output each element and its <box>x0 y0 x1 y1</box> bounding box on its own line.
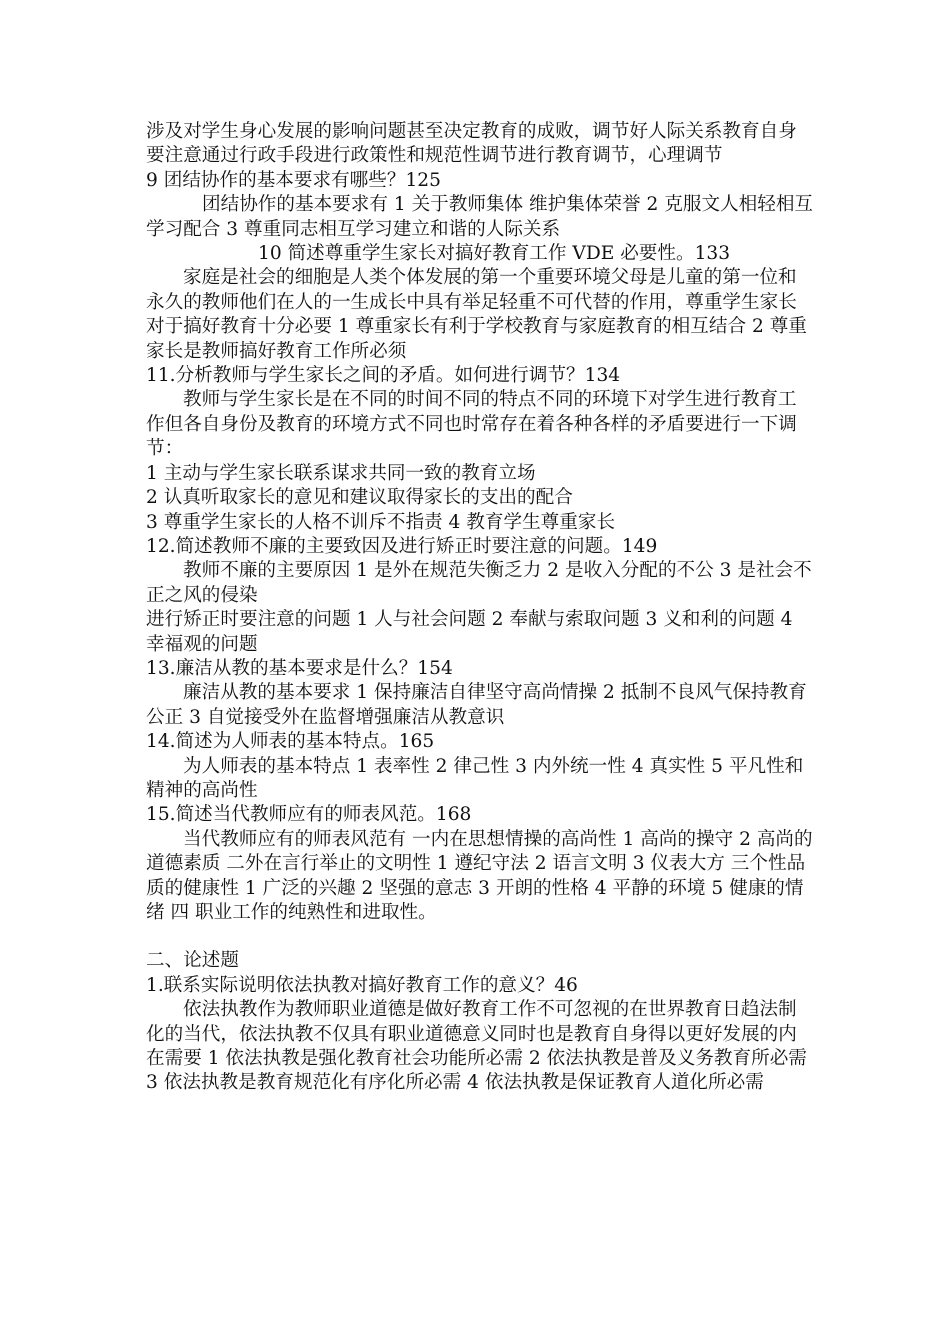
list-item: 2 认真听取家长的意见和建议取得家长的支出的配合 <box>146 487 573 509</box>
question-heading: 14.简述为人师表的基本特点。165 <box>146 731 435 753</box>
paragraph: 教师与学生家长是在不同的时间不同的特点不同的环境下对学生进行教育工作但各自身份及教育的环境方式不同也时常存在着各种各样的矛盾要进行一下调节： <box>146 389 797 460</box>
list-item: 1 主动与学生家长联系谋求共同一致的教育立场 <box>146 462 536 484</box>
section-spacer <box>146 925 814 949</box>
paragraph: 教师不廉的主要原因 1 是外在规范失衡乏力 2 是收入分配的不公 3 是社会不正之风的侵染 <box>146 560 812 606</box>
question-heading: 11.分析教师与学生家长之间的矛盾。如何进行调节？134 <box>146 365 621 387</box>
section-heading: 二、论述题 <box>146 950 239 972</box>
paragraph: 廉洁从教的基本要求 1 保持廉洁自律坚守高尚情操 2 抵制不良风气保持教育公正 3 自觉接受外在监督增强廉洁从教意识 <box>146 682 807 728</box>
question-heading: 15.简述当代教师应有的师表风范。168 <box>146 804 472 826</box>
paragraph: 进行矫正时要注意的问题 1 人与社会问题 2 奉献与索取问题 3 义和利的问题 4 幸福观的问题 <box>146 609 793 655</box>
paragraph: 当代教师应有的师表风范有 一内在思想情操的高尚性 1 高尚的操守 2 高尚的道德素质 二外在言行举止的文明性 1 遵纪守法 2 语言文明 3 仪表大方 三个性品质的健康性 1 广泛的兴趣 2 坚强的意志 3 开朗的性格 4 平静的环境 5 健康的情绪 四 职业工作的纯熟性和进取性。 <box>146 828 813 923</box>
question-heading: 9 团结协作的基本要求有哪些？125 <box>146 169 441 191</box>
paragraph: 团结协作的基本要求有 1 关于教师集体 维护集体荣誉 2 克服文人相轻相互学习配合 3 尊重同志相互学习建立和谐的人际关系 <box>146 194 814 240</box>
list-item: 3 尊重学生家长的人格不训斥不指责 4 教育学生尊重家长 <box>146 511 616 533</box>
document-body <box>146 120 814 1096</box>
question-heading: 12.简述教师不廉的主要致因及进行矫正时要注意的问题。149 <box>146 535 658 557</box>
paragraph: 涉及对学生身心发展的影响问题甚至决定教育的成败，调节好人际关系教育自身要注意通过行政手段进行政策性和规范性调节进行教育调节，心理调节 <box>146 121 797 167</box>
paragraph: 家庭是社会的细胞是人类个体发展的第一个重要环境父母是儿童的第一位和永久的教师他们在人的一生成长中具有举足轻重不可代替的作用，尊重学生家长对于搞好教育十分必要 1 尊重家长有利于学校教育与家庭教育的相互结合 2 尊重家长是教师搞好教育工作所必须 <box>146 267 807 362</box>
question-heading: 10 简述尊重学生家长对搞好教育工作 VDE 必要性。133 <box>258 243 731 265</box>
paragraph: 为人师表的基本特点 1 表率性 2 律己性 3 内外统一性 4 真实性 5 平凡性和精神的高尚性 <box>146 755 804 801</box>
paragraph: 依法执教作为教师职业道德是做好教育工作不可忽视的在世界教育日趋法制化的当代，依法执教不仅具有职业道德意义同时也是教育自身得以更好发展的内在需要 1 依法执教是强化教育社会功能所必需 2 依法执教是普及义务教育所必需 3 依法执教是教育规范化有序化所必需 4 依法执教是保证教育人道化所必需 <box>146 999 807 1094</box>
question-heading: 13.廉洁从教的基本要求是什么？154 <box>146 657 453 679</box>
question-heading: 1.联系实际说明依法执教对搞好教育工作的意义？46 <box>146 974 578 996</box>
